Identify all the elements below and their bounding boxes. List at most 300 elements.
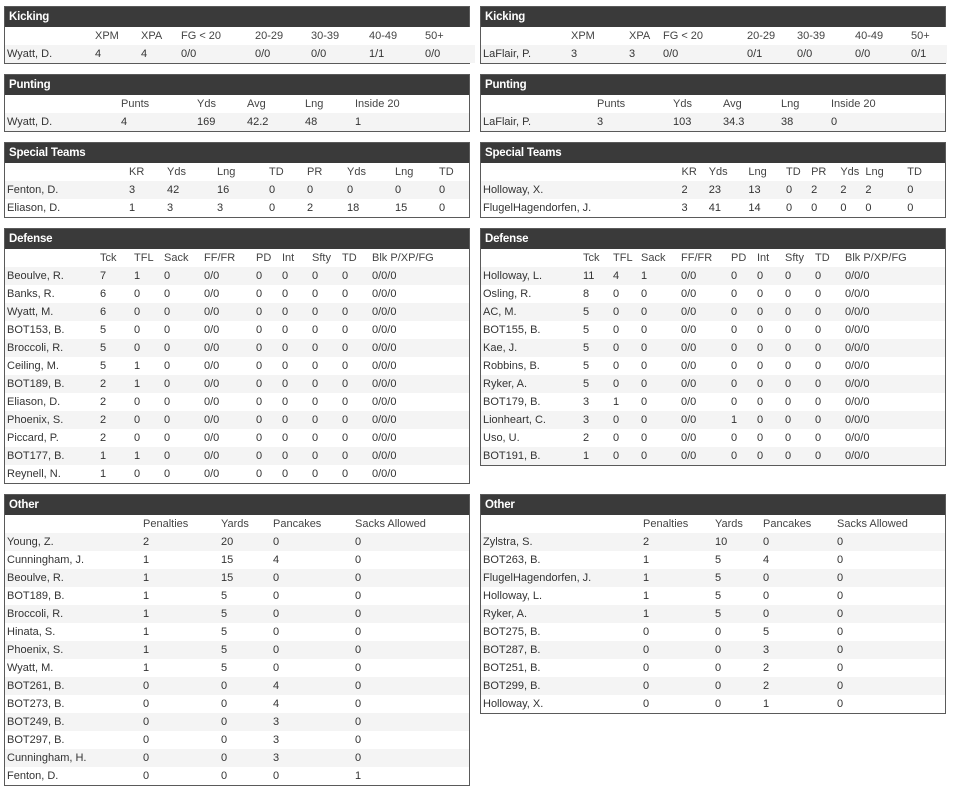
player-name-cell: BOT261, B. [7,680,65,692]
stat-cell: 4 [273,698,280,710]
stat-cell: 0 [837,590,844,602]
stat-cell: 0 [763,572,770,584]
stat-cell: 0 [143,716,150,728]
stat-cell: 0 [164,450,171,462]
column-header: 20-29 [747,30,776,42]
column-header: Lng [395,166,414,178]
column-header [481,249,581,267]
stat-cell: 41 [708,202,721,214]
player-name-cell: Kae, J. [483,342,518,354]
stat-cell: 0 [143,680,150,692]
stat-cell: 0/0/0 [845,324,870,336]
stat-cell: 0 [907,202,914,214]
stat-cell: 0 [355,662,362,674]
stat-cell: 2 [811,184,818,196]
stat-cell: 0 [757,378,764,390]
stat-cell: 0 [282,342,289,354]
stat-cell: 34.3 [723,116,745,128]
column-header: Tck [583,252,600,264]
stat-cell: 0 [355,608,362,620]
stat-cell: 2 [681,184,688,196]
stat-cell: 0/0/0 [372,468,397,480]
stat-cell: 0 [785,360,792,372]
stat-cell: 0 [269,202,276,214]
left-punting-title: Punting [5,75,469,95]
stat-cell: 0 [763,536,770,548]
stat-cell: 0 [256,270,263,282]
stat-cell: 0 [134,396,141,408]
stat-cell: 0 [355,590,362,602]
table-row [5,429,469,447]
stat-cell: 0 [831,116,838,128]
player-name-cell: Broccoli, R. [7,342,64,354]
player-name-cell: BOT297, B. [7,734,65,746]
table-row [481,623,945,641]
stat-cell: 0 [282,432,289,444]
player-name-cell: BOT191, B. [483,450,541,462]
left-punting-table [5,95,469,131]
stat-cell: 3 [583,396,590,408]
stat-cell: 3 [129,184,136,196]
stat-cell: 0/0/0 [372,414,397,426]
stat-cell: 0 [312,288,319,300]
column-header: Yds [840,166,860,178]
table-row [5,375,469,393]
table-row [5,695,469,713]
stat-cell: 5 [221,644,228,656]
stat-cell: 3 [273,734,280,746]
stat-cell: 0 [342,360,349,372]
column-header: Yds [347,166,366,178]
stat-cell: 0 [757,450,764,462]
player-name-cell: BOT299, B. [483,680,541,692]
stat-cell: 0/0/0 [372,342,397,354]
stat-cell: 0 [815,360,822,372]
column-header: KR [681,166,697,178]
table-row [5,659,469,677]
stat-cell: 0 [613,342,620,354]
stat-cell: 0/0/0 [372,450,397,462]
stat-cell: 0 [282,270,289,282]
stat-cell: 2 [643,536,650,548]
table-row [481,677,945,695]
column-header: Yards [715,518,743,530]
stat-cell: 0 [439,184,446,196]
stat-cell: 3 [681,202,688,214]
stat-cell: 0 [312,396,319,408]
stat-cell: 1 [763,698,770,710]
column-header: Yds [167,166,186,178]
table-row [481,321,945,339]
stat-cell: 0 [641,378,648,390]
column-header: FF/FR [204,252,236,264]
right-defense-title: Defense [481,229,945,249]
stat-cell: 0/0/0 [372,396,397,408]
stat-cell: 0/0 [855,48,871,60]
stat-cell: 0 [785,396,792,408]
stat-cell: 0 [757,306,764,318]
stat-cell: 0/0 [204,270,220,282]
column-header: Inside 20 [831,98,876,110]
stat-cell: 0 [355,752,362,764]
column-header: XPM [95,30,119,42]
stat-cell: 0/0 [311,48,327,60]
stat-cell: 0 [395,184,402,196]
column-header: FG < 20 [181,30,222,42]
stat-cell: 0 [134,468,141,480]
column-header [5,163,127,181]
table-row [5,749,469,767]
table-row [481,533,945,551]
left-defense-table [5,249,469,483]
stat-cell: 5 [715,572,722,584]
stat-cell: 0 [641,432,648,444]
right-defense-table [481,249,945,465]
stat-cell: 1 [143,554,150,566]
column-header: TD [342,252,357,264]
player-name-cell: Uso, U. [483,432,520,444]
stat-cell: 0 [143,752,150,764]
stat-cell: 0 [282,468,289,480]
stat-cell: 0 [282,288,289,300]
stat-cell: 0 [164,360,171,372]
table-row [481,285,945,303]
stat-cell: 3 [273,752,280,764]
stat-cell: 0/0/0 [372,306,397,318]
stat-cell: 0/1 [911,48,927,60]
player-name-cell: Cunningham, J. [7,554,85,566]
stat-cell: 0 [312,306,319,318]
stat-cell: 1 [129,202,136,214]
stat-cell: 0 [641,306,648,318]
stat-cell: 0 [715,662,722,674]
stat-cell: 0 [837,572,844,584]
column-header: TD [269,166,284,178]
stat-cell: 0/0 [681,414,697,426]
stat-cell: 0 [273,536,280,548]
stat-cell: 16 [217,184,230,196]
table-row [481,199,945,217]
player-name-cell: BOT263, B. [483,554,541,566]
stat-cell: 0 [757,342,764,354]
player-name-cell: LaFlair, P. [483,116,532,128]
stat-cell: 0 [785,288,792,300]
stat-cell: 1 [643,590,650,602]
stat-cell: 0 [143,770,150,782]
player-name-cell: Phoenix, S. [7,644,64,656]
column-header [481,515,641,533]
stat-cell: 0 [134,432,141,444]
player-name-cell: FlugelHagendorfen, J. [483,572,592,584]
player-name-cell: Osling, R. [483,288,532,300]
column-header: Avg [247,98,266,110]
stat-cell: 1 [355,770,362,782]
stat-cell: 0 [907,184,914,196]
table-row [5,587,469,605]
stat-cell: 0/0/0 [372,378,397,390]
column-header [5,515,141,533]
column-header: Punts [597,98,626,110]
stat-cell: 0/0 [797,48,813,60]
column-header: TD [439,166,454,178]
stat-cell: 0 [840,202,847,214]
stat-cell: 15 [395,202,408,214]
stat-cell: 0 [282,360,289,372]
stat-cell: 2 [100,378,107,390]
stat-cell: 0 [786,202,793,214]
table-row [5,465,469,483]
stat-cell: 2 [865,184,872,196]
table-row [5,605,469,623]
column-header: Tck [100,252,117,264]
table-row [481,429,945,447]
column-header: Lng [865,166,884,178]
right-punting-panel [480,74,946,132]
stat-cell: 0 [613,378,620,390]
stat-cell: 2 [840,184,847,196]
table-row [5,303,469,321]
stat-cell: 2 [763,680,770,692]
stat-cell: 0 [641,396,648,408]
player-name-cell: Piccard, P. [7,432,59,444]
stat-cell: 0 [256,306,263,318]
stat-cell: 3 [217,202,224,214]
stat-cell: 0/0 [204,414,220,426]
table-row [5,357,469,375]
stat-cell: 0 [355,680,362,692]
stat-cell: 0 [731,342,738,354]
stat-cell: 0 [273,770,280,782]
table-row [5,569,469,587]
column-header: Lng [217,166,236,178]
column-header: Blk P/XP/FG [845,252,907,264]
stat-cell: 3 [629,48,636,60]
stat-cell: 4 [273,680,280,692]
column-header: TD [815,252,830,264]
column-header: PD [256,252,272,264]
stat-cell: 0 [355,572,362,584]
player-name-cell: Young, Z. [7,536,54,548]
stat-cell: 0/0/0 [845,342,870,354]
stat-cell: 0 [837,626,844,638]
player-name-cell: Beoulve, R. [7,572,64,584]
stat-cell: 1 [143,644,150,656]
stat-cell: 1 [643,608,650,620]
stat-cell: 0 [164,288,171,300]
stat-cell: 0/0/0 [845,432,870,444]
stat-cell: 0 [355,644,362,656]
table-header-row [5,163,469,181]
table-header-row [481,27,947,45]
left-kicking-title: Kicking [5,7,469,27]
stat-cell: 5 [583,324,590,336]
table-row [481,339,945,357]
left-other-table [5,515,469,785]
table-header-row [481,95,945,113]
table-row [5,677,469,695]
player-name-cell: Wyatt, M. [7,662,54,674]
stat-cell: 0 [613,306,620,318]
stat-cell: 0/0 [681,378,697,390]
stat-cell: 1 [143,572,150,584]
column-header: Pancakes [763,518,812,530]
left-other-title: Other [5,495,469,515]
stat-cell: 0 [342,270,349,282]
player-name-cell: Ryker, A. [483,378,528,390]
stat-cell: 1 [143,662,150,674]
stat-cell: 0 [785,270,792,282]
stat-cell: 0 [307,184,314,196]
stat-cell: 0 [273,662,280,674]
stat-cell: 1 [143,608,150,620]
stat-cell: 5 [221,626,228,638]
stat-cell: 38 [781,116,794,128]
table-row [481,641,945,659]
table-row [481,357,945,375]
stat-cell: 0 [815,450,822,462]
column-header: Punts [121,98,150,110]
stat-cell: 0 [342,306,349,318]
stat-cell: 0 [164,378,171,390]
stat-cell: 0/0 [681,396,697,408]
player-name-cell: Eliason, D. [7,396,61,408]
table-row [481,393,945,411]
stat-cell: 0 [643,698,650,710]
table-row [5,447,469,465]
table-row [481,605,945,623]
table-row [5,767,469,785]
stat-cell: 0/0 [204,342,220,354]
stat-cell: 0 [164,396,171,408]
right-punting-title: Punting [481,75,945,95]
stat-cell: 0 [312,270,319,282]
stat-cell: 0 [643,662,650,674]
stat-cell: 0/0 [204,288,220,300]
stat-cell: 0/0 [663,48,679,60]
stat-cell: 0 [282,396,289,408]
column-header: Yds [673,98,692,110]
left-defense-title: Defense [5,229,469,249]
right-other-title: Other [481,495,945,515]
player-name-cell: BOT189, B. [7,378,65,390]
stat-cell: 5 [715,590,722,602]
stat-cell: 0 [342,450,349,462]
right-defense-panel [480,228,946,466]
player-name-cell: Broccoli, R. [7,608,64,620]
stat-cell: 0 [273,626,280,638]
table-row [5,285,469,303]
stat-cell: 1 [143,590,150,602]
stat-cell: 2 [100,414,107,426]
player-name-cell: Hinata, S. [7,626,56,638]
table-row [481,659,945,677]
player-name-cell: BOT155, B. [483,324,541,336]
stat-cell: 0 [164,432,171,444]
stat-cell: 0 [785,432,792,444]
stat-cell: 0 [312,450,319,462]
stat-cell: 0 [815,342,822,354]
stat-cell: 0 [342,432,349,444]
stat-cell: 0 [763,608,770,620]
table-row [5,731,469,749]
column-header: Avg [723,98,742,110]
player-name-cell: Wyatt, D. [7,48,53,60]
left-special-teams-title: Special Teams [5,143,469,163]
stat-cell: 5 [715,608,722,620]
stat-cell: 0/0/0 [845,288,870,300]
stat-cell: 0 [269,184,276,196]
player-name-cell: Fenton, D. [7,770,59,782]
stat-cell: 0 [865,202,872,214]
stat-cell: 0 [282,306,289,318]
right-kicking-table [481,27,947,63]
stat-cell: 5 [763,626,770,638]
column-header: Sacks Allowed [355,518,426,530]
column-header: 40-49 [855,30,884,42]
stat-cell: 0 [273,608,280,620]
stat-cell: 4 [141,48,148,60]
table-row [5,45,475,63]
stat-cell: 0 [715,644,722,656]
table-header-row [5,515,469,533]
column-header [481,27,569,45]
stat-cell: 0 [731,324,738,336]
stat-cell: 0 [643,644,650,656]
stat-cell: 0 [785,342,792,354]
left-other-panel [4,494,470,786]
stat-cell: 4 [613,270,620,282]
stat-cell: 0 [837,662,844,674]
stat-cell: 0/0 [681,306,697,318]
table-row [5,713,469,731]
stat-cell: 2 [143,536,150,548]
player-name-cell: Lionheart, C. [483,414,546,426]
stat-cell: 0 [757,360,764,372]
stat-cell: 0/0/0 [845,306,870,318]
stat-cell: 0 [643,680,650,692]
player-name-cell: Cunningham, H. [7,752,87,764]
stat-cell: 4 [121,116,128,128]
table-header-row [481,515,945,533]
stat-cell: 0 [811,202,818,214]
table-row [5,321,469,339]
stat-cell: 0 [731,378,738,390]
stat-cell: 0/0/0 [372,270,397,282]
stat-cell: 0 [757,288,764,300]
stat-cell: 0 [641,288,648,300]
stat-cell: 0 [715,626,722,638]
stat-cell: 1 [643,572,650,584]
stat-cell: 0/0 [681,324,697,336]
column-header: XPA [141,30,163,42]
stat-cell: 0 [837,644,844,656]
stat-cell: 0 [355,536,362,548]
stat-cell: 0 [786,184,793,196]
stat-cell: 0 [221,752,228,764]
stat-cell: 0 [164,306,171,318]
stat-cell: 0 [731,450,738,462]
stat-cell: 0 [837,554,844,566]
stat-cell: 5 [583,306,590,318]
stat-cell: 0 [143,698,150,710]
stat-cell: 0 [785,414,792,426]
stat-cell: 0 [715,698,722,710]
stat-cell: 0 [837,536,844,548]
stat-cell: 0 [837,698,844,710]
stat-cell: 1 [134,360,141,372]
stat-cell: 0 [731,288,738,300]
table-row [481,303,945,321]
